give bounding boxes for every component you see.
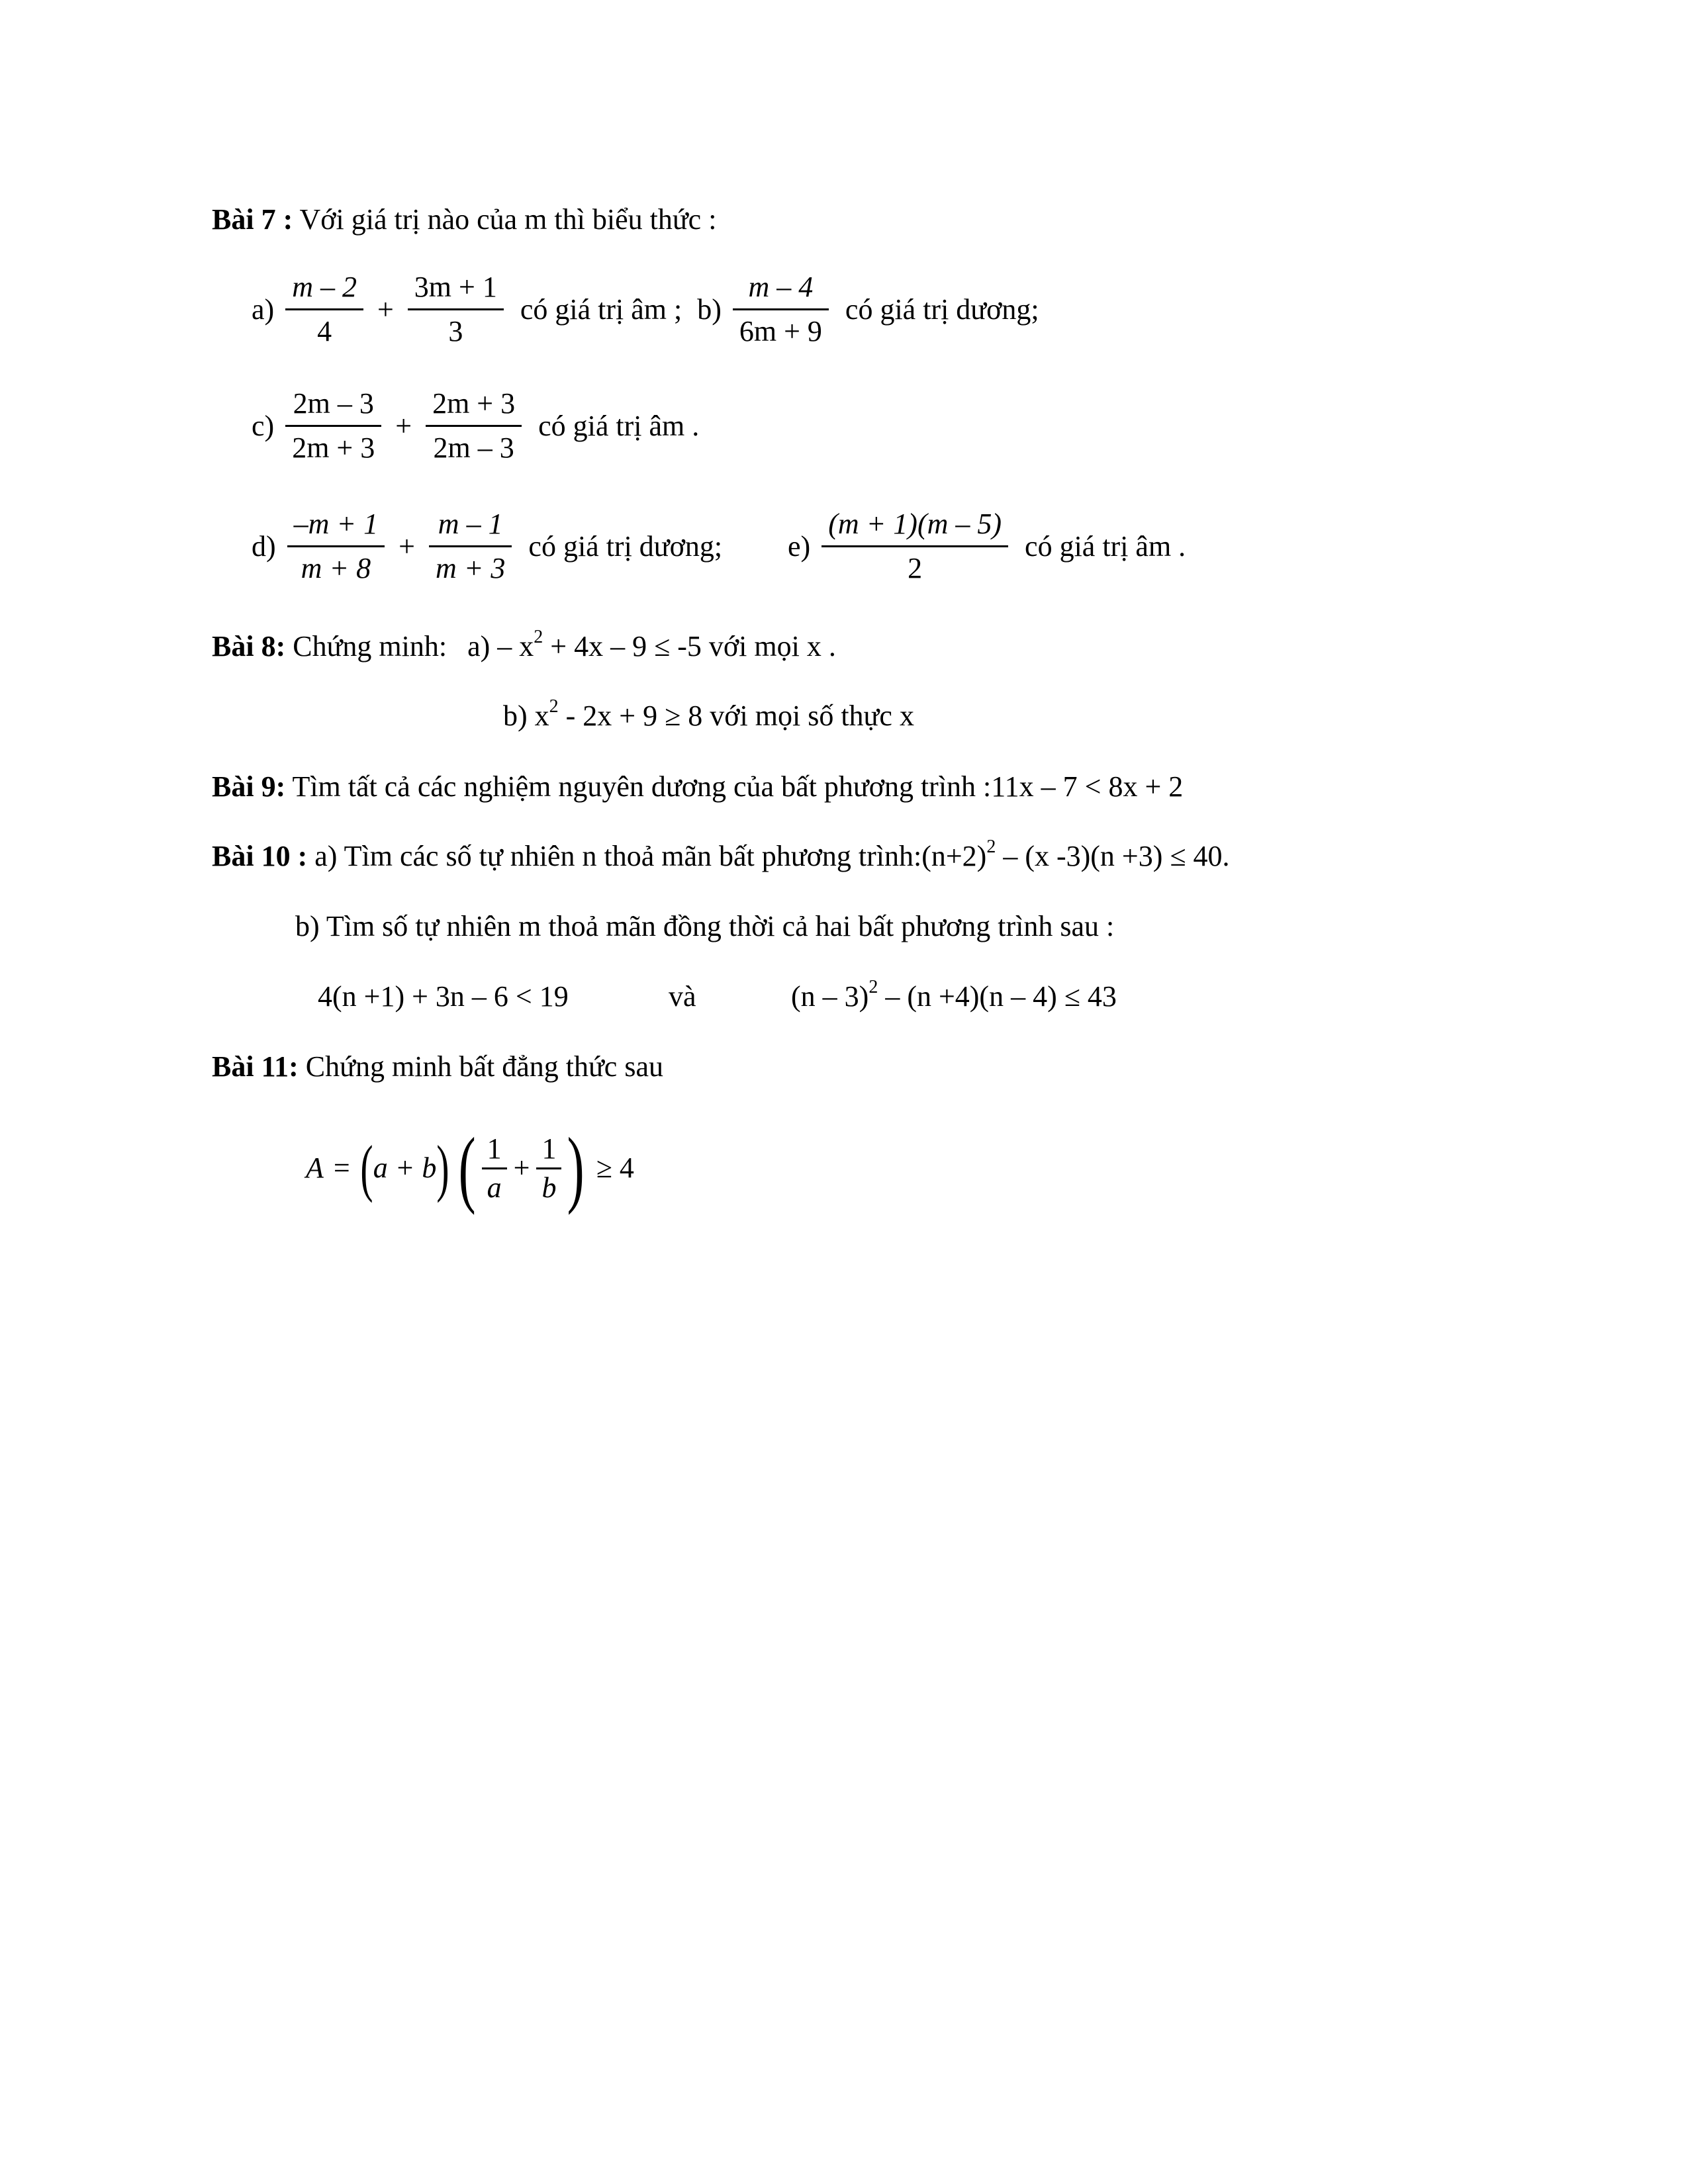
bai7a-fraction-2 [408, 273, 504, 346]
bai7d-plus: + [399, 529, 415, 563]
bai7c-f2-numerator: 2m + 3 [426, 389, 522, 427]
bai7a-f2-numerator: 3m + 1 [408, 273, 504, 310]
bai10a-post: – (x -3)(n +3) ≤ 40. [996, 840, 1230, 872]
bai8a-exponent: 2 [534, 627, 543, 647]
bai8b-exponent: 2 [549, 696, 559, 717]
bai11-fraction-1 [482, 1134, 507, 1203]
bai11-open-paren-1: ( [360, 1132, 373, 1203]
bai8-heading [212, 627, 836, 662]
bai11-equals: = [333, 1152, 350, 1184]
bai7d-f1-numerator: –m + 1 [287, 510, 385, 547]
bai7-intro: Với giá trị nào của m thì biểu thức : [299, 203, 717, 236]
bai7c-label: c) [252, 409, 275, 442]
bai10-and [669, 982, 696, 1011]
bai11-rhs: ≥ 4 [596, 1152, 634, 1184]
bai7b-label: b) [697, 293, 722, 326]
bai7b-text: có giá trị dương; [845, 293, 1039, 326]
bai9-label: Bài 9: [212, 770, 286, 803]
bai11-fraction-2 [536, 1134, 561, 1203]
bai10a-pre: a) Tìm các số tự nhiên n thoả mãn bất phương trình:(n+2) [314, 840, 987, 872]
bai11-text: Chứng minh bất đẳng thức sau [305, 1050, 663, 1083]
bai7d-f1-denominator: m + 8 [301, 552, 371, 584]
bai11-close-paren-2: ) [567, 1120, 585, 1216]
bai7c-fraction-2 [426, 389, 522, 463]
bai11-formula [306, 1120, 637, 1216]
bai11-heading [212, 1052, 663, 1081]
bai7-row-c [252, 389, 699, 463]
bai7d-fraction-1 [287, 510, 385, 583]
bai11-f1-numerator: 1 [482, 1134, 507, 1169]
bai7a-f1-numerator: m – 2 [285, 273, 363, 310]
bai10-part-b [295, 912, 1114, 941]
bai10a-exponent: 2 [986, 837, 996, 857]
bai7a-fraction-1 [285, 273, 363, 346]
bai11-label: Bài 11: [212, 1050, 299, 1083]
bai7c-fraction-1 [285, 389, 381, 463]
bai7d-text: có giá trị dương; [528, 529, 723, 563]
bai7a-f2-denominator: 3 [448, 315, 463, 347]
bai10-inequality-2 [791, 977, 1117, 1013]
bai7a-plus: + [377, 293, 394, 326]
bai10-ineq1: 4(n +1) + 3n – 6 < 19 [318, 980, 569, 1013]
bai8-label: Bài 8: [212, 630, 286, 662]
bai10-ineq2-exponent: 2 [868, 977, 878, 997]
bai10-ineq2-post: – (n +4)(n – 4) ≤ 43 [878, 980, 1117, 1013]
bai9 [212, 772, 1183, 801]
bai7-row-ab [252, 273, 1039, 346]
bai7e-text: có giá trị âm . [1025, 529, 1186, 563]
bai7a-text: có giá trị âm ; [520, 293, 682, 326]
bai7-row-e [788, 510, 1186, 583]
bai7c-f1-numerator: 2m – 3 [285, 389, 381, 427]
bai10-and-word: và [669, 980, 696, 1013]
bai7d-f2-denominator: m + 3 [435, 552, 506, 584]
bai7c-f2-denominator: 2m – 3 [433, 432, 514, 464]
bai8a-pre: a) – x [467, 630, 534, 662]
bai11-a-plus-b: a + b [373, 1152, 437, 1184]
bai7d-fraction-2 [429, 510, 512, 583]
bai7c-text: có giá trị âm . [538, 409, 700, 442]
bai7d-label: d) [252, 529, 276, 563]
bai11-close-paren-1: ) [436, 1132, 449, 1203]
bai10-inequality-1 [318, 982, 569, 1011]
bai11-lhs: A [306, 1152, 324, 1184]
bai7b-fraction [733, 273, 829, 346]
bai8b-pre: b) x [503, 700, 549, 732]
bai11-f1-denominator: a [487, 1171, 502, 1204]
bai7b-numerator: m – 4 [733, 273, 829, 310]
bai8b-post: - 2x + 9 ≥ 8 với mọi số thực x [558, 700, 914, 732]
bai11-plus: + [513, 1152, 530, 1184]
bai10b-text: b) Tìm số tự nhiên m thoả mãn đồng thời cả hai bất phương trình sau : [295, 910, 1115, 942]
bai7b-denominator: 6m + 9 [739, 315, 822, 347]
bai11-f2-denominator: b [541, 1171, 557, 1204]
bai8-intro: Chứng minh: [293, 630, 447, 662]
bai7-label: Bài 7 : [212, 203, 293, 236]
bai8a-post: + 4x – 9 ≤ -5 với mọi x . [543, 630, 836, 662]
bai11-open-paren-2: ( [459, 1120, 476, 1216]
bai7a-f1-denominator: 4 [317, 315, 332, 347]
bai10-part-a [212, 837, 1230, 872]
bai8-part-b [503, 696, 914, 732]
bai7-heading [212, 205, 716, 234]
bai7c-f1-denominator: 2m + 3 [292, 432, 375, 464]
bai10-ineq2-pre: (n – 3) [791, 980, 869, 1013]
bai7a-label: a) [252, 293, 275, 326]
bai7e-label: e) [788, 529, 811, 563]
bai7c-plus: + [395, 409, 412, 442]
bai10-label: Bài 10 : [212, 840, 308, 872]
bai11-f2-numerator: 1 [536, 1134, 561, 1169]
bai7e-denominator: 2 [908, 552, 923, 584]
bai7d-f2-numerator: m – 1 [429, 510, 512, 547]
bai7-row-d [252, 510, 722, 583]
bai7e-fraction [821, 510, 1008, 583]
bai9-text: Tìm tất cả các nghiệm nguyên dương của bất phương trình :11x – 7 < 8x + 2 [292, 770, 1184, 803]
bai7e-numerator: (m + 1)(m – 5) [821, 510, 1008, 547]
